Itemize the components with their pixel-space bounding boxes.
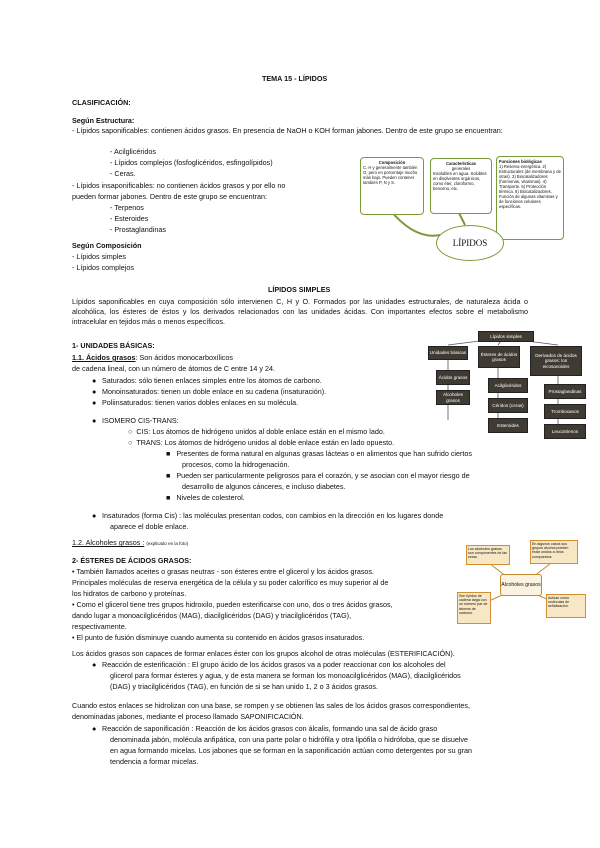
list-item: - Lípidos complejos	[72, 263, 134, 272]
sap-item: ● Reacción de saponificación : Reacción de los ácidos grasos con álcalis, formando una sal de ácido graso	[92, 724, 438, 733]
insaponificables-text: - Lípidos insaponificables: no contienen ácidos grasos y por ello no	[72, 181, 286, 190]
diagram2-node: Tromboxanos	[544, 404, 586, 419]
esteres-line: • El punto de fusión disminuye cuando aumenta su contenido en ácidos grasos insaturados.	[72, 633, 365, 642]
sap-intro: denominadas jabones, mediante el proceso llamado SAPONIFICACIÓN.	[72, 712, 304, 721]
esteres-line: Principales moléculas de reserva energética de la célula y su poder calorífico es muy superior al de	[72, 578, 389, 587]
alcoholes-box: Los alcoholes grasos son componentes de las ceras.	[466, 545, 510, 565]
esterif-item: glicerol para formar ésteres y agua, y de esta manera se forman los monoacilglicéridos (MAG), diacilglicéridos	[110, 671, 461, 680]
diagram2-node: Alcoholes grasos	[436, 390, 470, 405]
list-item: desarrollo de algunos cánceres, e incluso diabetes.	[182, 482, 346, 491]
estructura-label: Según Estructura:	[72, 116, 135, 125]
esteres-line: • También llamados aceites o grasas neutras - son ésteres entre el glicerol y los ácidos grasos.	[72, 567, 375, 576]
alcoholes-box: En algunos casos sus grupos alcohol pueden estar unidos a otros compuestos.	[530, 540, 578, 564]
acidos-desc: de cadena lineal, con un número de átomos de C entre 14 y 24.	[72, 364, 275, 373]
acidos-desc: : Son ácidos monocarboxílicos	[135, 353, 233, 362]
list-item: - Acilglicéridos	[110, 147, 156, 156]
sap-item: en agua formando micelas. Los jabones que se forman en la saponificación actúan como detergentes por su gran	[110, 746, 472, 755]
section-heading: LÍPIDOS SIMPLES	[268, 285, 331, 294]
simples-intro: Lípidos saponificables en cuya composición sólo intervienen C, H y O. Formados por las unidades estructurales, de naturaleza ácida o alcohólica, los ésteres de éstos y los derivados relacionados con las unidades ácidas. Con importantes efectos sobre el metabolismo intracelular en tejidos más o menos específicos.	[72, 297, 528, 326]
sap-item: denominada jabón, molécula anfipática, con una parte polar o hidrófila y otra lipófila o hidrófoba, que se disuelve	[110, 735, 469, 744]
esterif-item: ● Reacción de esterificación : El grupo ácido de los ácidos grasos va a poder reaccionar con los alcoholes del	[92, 660, 446, 669]
esterif-item: (DAG) y triacilglicéridos (TAG), en función de si se han unido 1, 2 o 3 ácidos grasos.	[110, 682, 378, 691]
caracteristicas-box: Características generales Insolubles en agua. Solubles en disolventes orgánicos, como éter, cloroformo, benceno, etc.	[430, 158, 492, 214]
cis-item: ○ CIS: Los átomos de hidrógeno unidos al doble enlace están en el mismo lado.	[128, 427, 385, 436]
list-item: ● Poliinsaturados: tienen varios dobles enlaces en su molécula.	[92, 398, 299, 407]
esteres-line: respectivamente.	[72, 622, 127, 631]
diagram2-node: Esteroides	[488, 418, 528, 433]
list-item: ■ Niveles de colesterol.	[166, 493, 245, 502]
list-item: ● Insaturados (forma Cis) : las moléculas presentan codos, con cambios en la dirección en los lugares donde	[92, 511, 444, 520]
alcoholes-box: Actúan como moléculas de señalización.	[546, 594, 586, 618]
insaponificables-text: pueden formar jabones. Dentro de este grupo se encuentran:	[72, 192, 267, 201]
esteres-line: • Como el glicerol tiene tres grupos hidroxilo, pueden esterificarse con uno, dos o tres ácidos grasos,	[72, 600, 393, 609]
diagram2-node: Ésteres de ácidos grasos	[478, 346, 520, 368]
diagram2-top: Lípidos simples	[478, 331, 534, 342]
saponificables-text: - Lípidos saponificables: contienen ácidos grasos. En presencia de NaOH o KOH forman jabones. Dentro de este grupo se encuentran:	[72, 126, 503, 135]
esteres-line: los hidratos de carbono y proteínas.	[72, 589, 187, 598]
isomero-title: ● ISOMERO CIS-TRANS:	[92, 416, 179, 425]
composicion-label: Según Composición	[72, 241, 142, 250]
section-heading: CLASIFICACIÓN:	[72, 98, 131, 107]
list-item: - Lípidos complejos (fosfoglicéridos, esfingolípidos)	[110, 158, 273, 167]
list-item: ■ Presentes de forma natural en algunas grasas lácteas o en alimentos que han sufrido ciertos	[166, 449, 473, 458]
list-item: - Esteroides	[110, 214, 149, 223]
diagram2-node: Ácidos grasos	[436, 370, 470, 385]
diagram2-node: Acilglicéridos	[488, 378, 528, 393]
trans-item: ○ TRANS: Los átomos de hidrógeno unidos al doble enlace están en lado opuesto.	[128, 438, 395, 447]
list-item: aparece el doble enlace.	[110, 522, 189, 531]
esterif-intro: Los ácidos grasos son capaces de formar enlaces éster con los grupos alcohol de otras moléculas (ESTERIFICACIÓN).	[72, 649, 455, 658]
list-item: - Lípidos simples	[72, 252, 126, 261]
list-item: procesos, como la hidrogenación.	[182, 460, 290, 469]
alcoholes-box: Son lípidos de cadena larga con un número par de átomos de carbono.	[457, 592, 491, 624]
composicion-box: Composición C, H y generalmente también O, pero en porcentaje mucho más bajo. Pueden contener también P, N y S.	[360, 157, 424, 215]
lipidos-center: LÍPIDOS	[436, 225, 504, 261]
page-title: TEMA 15 - LÍPIDOS	[262, 74, 328, 83]
list-item: ● Saturados: sólo tienen enlaces simples entre los átomos de carbono.	[92, 376, 322, 385]
sap-item: tendencia a formar micelas.	[110, 757, 199, 766]
sap-intro: Cuando estos enlaces se hidrolizan con una base, se rompen y se obtienen las sales de los ácidos grasos correspondientes,	[72, 701, 470, 710]
diagram2-node: Unidades básicas	[428, 346, 468, 360]
diagram2-node: Prostaglandinas	[544, 384, 586, 399]
list-item: - Ceras.	[110, 169, 136, 178]
list-item: - Terpenos	[110, 203, 144, 212]
acidos-title: 1.1. Ácidos grasos	[72, 353, 136, 362]
alcoholes-note: (explicado en la foto)	[146, 541, 189, 546]
diagram2-node: Derivados de ácidos grasos: los eicosanoides	[530, 346, 582, 376]
alcoholes-center: Alcoholes grasos	[500, 574, 542, 596]
list-item: - Prostaglandinas	[110, 225, 166, 234]
funciones-box: Funciones biológicas 1) Reserva energética. 2) Estructurales (de membrana y de otras). 3) Biocatalizadores (hormonas, vitaminas). 4) Transporte. 5) Protección térmica. 6) Biocatalizadores. Función de algunas vitaminas y de funciones celulares específicas.	[496, 156, 564, 240]
diagram2-node: Leucotrienos	[544, 424, 586, 439]
list-item: ● Monoinsaturados: tienen un doble enlace en su cadena (insaturación).	[92, 387, 327, 396]
section-heading: 1- UNIDADES BÁSICAS:	[72, 341, 155, 350]
esteres-line: dando lugar a monoacilglicéridos (MAG), diacilglicéridos (DAG) y triacilglicéridos (TAG),	[72, 611, 352, 620]
alcoholes-title: 1.2. Alcoholes grasos :	[72, 538, 145, 547]
diagram2-node: Céridos (ceras)	[488, 398, 528, 413]
list-item: ■ Pueden ser particularmente peligrosos para el corazón, y se asocian con el mayor riesgo de	[166, 471, 470, 480]
section-heading: 2- ÉSTERES DE ÁCIDOS GRASOS:	[72, 556, 192, 565]
